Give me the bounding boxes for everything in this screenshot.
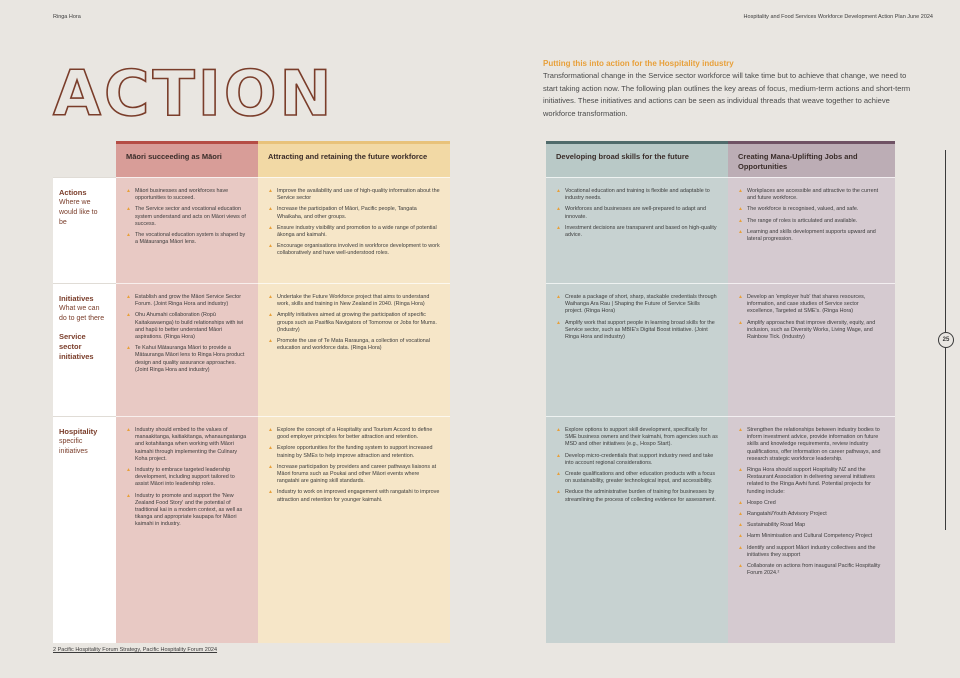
list-item-text: Industry should embed to the values of manaakitanga, kaitiakitanga, whanaungatanga and kotahitanga when working with Māori kaimahi through implementing the Culinary Koha project. xyxy=(134,427,247,462)
bullet-triangle-icon: ▲ xyxy=(556,224,561,231)
list-item-text: Harm Minimisation and Cultural Competency Project xyxy=(746,533,873,540)
bullet-triangle-icon: ▲ xyxy=(738,427,743,433)
column-heading: Creating Mana-Uplifting Jobs and Opportunities xyxy=(728,141,895,177)
list-item xyxy=(126,312,248,341)
list-item xyxy=(268,225,440,239)
bullet-triangle-icon: ▲ xyxy=(126,188,131,194)
list-item xyxy=(126,345,248,374)
row-subtitle: Where we would like to be xyxy=(59,199,98,226)
bullet-triangle-icon: ▲ xyxy=(126,427,131,433)
list-item-text: Learning and skills development supports upward and lateral progression. xyxy=(746,228,876,243)
list-item-text: Industry to embrace targeted leadership development, including support tailored to assist Māori into leadership roles. xyxy=(134,467,235,488)
bullet-triangle-icon: ▲ xyxy=(738,206,743,213)
list-item xyxy=(268,427,440,441)
list-item xyxy=(738,320,885,342)
bullet-triangle-icon: ▲ xyxy=(268,312,273,319)
left-table xyxy=(53,141,450,643)
list-item-text: Explore the concept of a Hospitality and Tourism Accord to define good employer principles for better attraction and retention. xyxy=(276,427,433,441)
bullet-triangle-icon: ▲ xyxy=(738,563,743,570)
list-item xyxy=(738,427,885,463)
row-header-hospitality xyxy=(53,416,116,643)
list-item xyxy=(738,563,885,577)
list-item-text: Amplify work that support people in learning broad skills for the Service sector, such as MBIE's Digital Boost initiative. (Joint Ringa Hora and industry) xyxy=(564,319,715,341)
list-item-text: Collaborate on actions from inaugural Pacific Hospitality Forum 2024.² xyxy=(746,563,881,577)
list-item xyxy=(126,467,248,489)
list-item xyxy=(738,206,885,213)
list-item-text: Māori businesses and workforces have opportunities to succeed. xyxy=(134,188,229,202)
list-item xyxy=(126,206,248,228)
list-item-text: Industry to work on improved engagement with rangatahi to improve attraction and retention for younger kaimahi. xyxy=(276,489,440,503)
bullet-triangle-icon: ▲ xyxy=(126,294,131,300)
list-item xyxy=(268,243,440,257)
list-item-text: Explore opportunities for the funding system to support increased training by SMEs to help improve attraction and retention. xyxy=(276,445,433,459)
list-item-text: Hospo Cred xyxy=(746,499,776,506)
list-item-text: The Service sector and vocational education system understand and acts on Māori views of success. xyxy=(134,206,246,227)
bullet-triangle-icon: ▲ xyxy=(268,463,273,470)
bullet-triangle-icon: ▲ xyxy=(268,206,273,213)
column-maori xyxy=(116,141,258,643)
table-cell xyxy=(116,416,258,643)
bullet-triangle-icon: ▲ xyxy=(556,319,561,326)
list-item xyxy=(556,206,718,220)
bullet-triangle-icon: ▲ xyxy=(556,206,561,213)
list-item-text: Rangatahi/Youth Advisory Project xyxy=(746,511,827,518)
bullet-triangle-icon: ▲ xyxy=(738,188,743,194)
column-heading: Māori succeeding as Māori xyxy=(116,141,258,177)
row-title: Initiatives xyxy=(59,294,94,303)
bullet-triangle-icon: ▲ xyxy=(738,499,743,506)
bullet-triangle-icon: ▲ xyxy=(738,511,743,518)
page-title: ACTION xyxy=(53,57,335,130)
page-number: 25 xyxy=(938,332,954,348)
list-item xyxy=(268,445,440,459)
list-item xyxy=(126,493,248,529)
list-item-text: Encourage organisations involved in workforce development to work collaboratively and have well-understood roles. xyxy=(276,243,440,257)
list-item-text: Develop micro-credentials that support industry need and take into account regional considerations. xyxy=(564,452,714,466)
list-item xyxy=(556,225,718,239)
list-item xyxy=(268,312,440,334)
bullet-triangle-icon: ▲ xyxy=(738,522,743,529)
list-item-text: Industry to promote and support the 'New Zealand Food Story' and the potential of traditional kai in a modern context, as well as tikanga and appropriate kaupapa for Māori kaimahi in industry. xyxy=(134,492,243,528)
list-item xyxy=(556,471,718,485)
list-item xyxy=(268,188,440,202)
list-item-text: The workforce is recognised, valued, and safe. xyxy=(746,206,859,213)
intro-section xyxy=(543,59,913,120)
list-item-text: Improve the availability and use of high-quality information about the Service sector xyxy=(276,188,440,202)
bullet-triangle-icon: ▲ xyxy=(126,492,131,499)
column-heading: Developing broad skills for the future xyxy=(546,141,728,177)
list-item xyxy=(738,533,885,540)
list-item-text: Explore options to support skill development, specifically for SME business owners and their kaimahi, from agencies such as MSD and other initiatives (e.g., Hospo Start). xyxy=(564,427,718,448)
list-item xyxy=(738,229,885,243)
list-item-text: Reduce the administrative burden of training for businesses by streamlining the process of collecting evidence for assessment. xyxy=(564,489,716,503)
bullet-triangle-icon: ▲ xyxy=(268,445,273,452)
bullet-triangle-icon: ▲ xyxy=(738,217,743,224)
table-cell xyxy=(728,283,895,416)
list-item xyxy=(268,206,440,220)
list-item-text: Create a package of short, sharp, stackable credentials through Waihanga Ara Rau | Shaping the Future of Service Skills project. (Ringa Hora) xyxy=(564,294,717,315)
list-item xyxy=(738,188,885,202)
bullet-triangle-icon: ▲ xyxy=(126,467,131,474)
list-item-text: Workplaces are accessible and attractive to the current and future workforce. xyxy=(746,188,879,202)
list-item xyxy=(556,294,718,316)
row-title-2: Service sector initiatives xyxy=(59,332,94,361)
list-item-text: Ringa Hora should support Hospitality NZ and the Restaurant Association in delivering several initiatives related to the Ringa Awhi fund. Potential projects for funding include: xyxy=(746,467,875,495)
row-subtitle: What we can do to get there xyxy=(59,305,105,322)
table-cell xyxy=(728,416,895,643)
list-item xyxy=(738,511,885,518)
bullet-triangle-icon: ▲ xyxy=(556,471,561,478)
bullet-triangle-icon: ▲ xyxy=(738,319,743,326)
list-item-text: Ohu Ahumahi collaboration (Ropū Kaitakawaenga) to build relationships with iwi and hapū to better understand Māori aspirations. (Ringa Hora) xyxy=(134,312,244,341)
list-item xyxy=(126,294,248,308)
list-item-text: Te Kahui Mātauranga Māori to provide a Mātauranga Māori lens to Ringa Hora product design and quality assurance approaches. (Joint Ringa Hora and industry) xyxy=(134,345,245,373)
list-item xyxy=(738,545,885,559)
bullet-triangle-icon: ▲ xyxy=(268,294,273,300)
table-cell xyxy=(546,416,728,643)
intro-heading: Putting this into action for the Hospitality industry xyxy=(543,59,734,68)
list-item-text: Increase the participation of Māori, Pacific people, Tangata Whaikaha, and other groups. xyxy=(276,206,417,220)
list-item-text: Establish and grow the Māori Service Sector Forum. (Joint Ringa Hora and industry) xyxy=(134,294,242,308)
list-item xyxy=(556,489,718,503)
bullet-triangle-icon: ▲ xyxy=(738,544,743,551)
list-item-text: Strengthen the relationships between industry bodies to inform investment advice, provide information on future skills and knowledge requirements, review industry qualifications, offer information on career pathways, and research strategic workforce leadership. xyxy=(746,427,881,462)
header-doc-title: Hospitality and Food Services Workforce Development Action Plan June 2024 xyxy=(743,14,933,20)
list-item-text: Undertake the Future Workforce project that aims to understand work, skills and training in New Zealand in 2040. (Ringa Hora) xyxy=(276,294,430,308)
table-cell xyxy=(546,177,728,283)
bullet-triangle-icon: ▲ xyxy=(126,232,131,239)
bullet-triangle-icon: ▲ xyxy=(556,452,561,459)
list-item-text: Promote the use of Te Mata Raraunga, a collection of vocational education and workforce data. (Ringa Hora) xyxy=(276,338,430,352)
bullet-triangle-icon: ▲ xyxy=(556,188,561,194)
table-cell xyxy=(728,177,895,283)
list-item-text: Create qualifications and other education products with a focus on sustainability, greater technological input, and accessibility. xyxy=(564,471,716,485)
list-item xyxy=(738,218,885,225)
row-header-initiatives xyxy=(53,283,116,416)
list-item-text: Vocational education and training is flexible and adaptable to industry needs. xyxy=(564,188,710,202)
list-item xyxy=(738,467,885,496)
bullet-triangle-icon: ▲ xyxy=(126,206,131,213)
bullet-triangle-icon: ▲ xyxy=(268,489,273,496)
list-item xyxy=(738,522,885,529)
list-item xyxy=(556,320,718,342)
bullet-triangle-icon: ▲ xyxy=(738,467,743,474)
row-title: Actions xyxy=(59,188,87,197)
bullet-triangle-icon: ▲ xyxy=(738,294,743,300)
list-item xyxy=(268,489,440,503)
row-subtitle: specific initiatives xyxy=(59,438,88,455)
list-item xyxy=(556,453,718,467)
table-cell xyxy=(116,283,258,416)
list-item-text: Sustainability Road Map xyxy=(746,522,806,529)
list-item-text: Workforces and businesses are well-prepared to adapt and innovate. xyxy=(564,206,706,220)
list-item-text: Amplify approaches that improve diversity, equity, and inclusion, such as Diversity Works, Living Wage, and Rainbow Tick. (Industry) xyxy=(746,319,876,341)
list-item xyxy=(126,232,248,246)
bullet-triangle-icon: ▲ xyxy=(268,224,273,231)
list-item-text: Identify and support Māori industry collectives and the initiatives they support xyxy=(746,544,876,558)
table-cell xyxy=(258,416,450,643)
table-cell xyxy=(258,283,450,416)
bullet-triangle-icon: ▲ xyxy=(556,294,561,300)
bullet-triangle-icon: ▲ xyxy=(268,427,273,433)
table-cell xyxy=(116,177,258,283)
bullet-triangle-icon: ▲ xyxy=(126,312,131,319)
list-item xyxy=(738,500,885,507)
bullet-triangle-icon: ▲ xyxy=(556,427,561,433)
row-header-actions xyxy=(53,177,116,283)
intro-body: Transformational change in the Service sector workforce will take time but to achieve that change, we need to start taking action now. The following plan outlines the key areas of focus, medium-term actions and short-term initiatives. These initiatives and actions can be seen as individual threads that weave together to achieve workforce transformation. xyxy=(543,71,911,118)
row-headers xyxy=(53,141,116,643)
column-heading: Attracting and retaining the future workforce xyxy=(258,141,450,177)
list-item-text: The vocational education system is shaped by a Mātauranga Māori lens. xyxy=(134,232,246,246)
footnote: 2 Pacific Hospitality Forum Strategy, Pacific Hospitality Forum 2024 xyxy=(53,647,218,653)
list-item xyxy=(738,294,885,316)
bullet-triangle-icon: ▲ xyxy=(126,345,131,352)
column-broad-skills xyxy=(546,141,728,643)
list-item-text: Ensure industry visibility and promotion to a wide range of potential ākonga and kaimahi. xyxy=(276,224,437,239)
column-mana-uplifting xyxy=(728,141,895,643)
bullet-triangle-icon: ▲ xyxy=(738,533,743,540)
table-cell xyxy=(546,283,728,416)
bullet-triangle-icon: ▲ xyxy=(268,188,273,194)
bullet-triangle-icon: ▲ xyxy=(268,243,273,250)
list-item-text: Amplify initiatives aimed at growing the participation of specific groups such as Pasifika Navigators of Tomorrow or Jobs for Mums. (Industry) xyxy=(276,312,437,333)
right-table xyxy=(546,141,895,643)
list-item xyxy=(268,294,440,308)
list-item-text: Develop an 'employer hub' that shares resources, information, and case studies of Service sector excellence, Targeted at SME's. (Ringa Hora) xyxy=(746,294,866,315)
list-item-text: The range of roles is articulated and available. xyxy=(746,217,858,224)
list-item xyxy=(556,427,718,449)
list-item xyxy=(126,188,248,202)
bullet-triangle-icon: ▲ xyxy=(268,338,273,345)
bullet-triangle-icon: ▲ xyxy=(738,228,743,235)
corner-spacer xyxy=(53,141,116,177)
table-cell xyxy=(258,177,450,283)
list-item xyxy=(268,464,440,486)
column-attracting xyxy=(258,141,450,643)
list-item xyxy=(268,338,440,352)
row-title: Hospitality xyxy=(59,427,98,436)
list-item-text: Increase participation by providers and career pathways liaisons at Māori forums such as Poukai and other Māori events where rangatahi are gaining skill standards. xyxy=(276,463,437,485)
header-org: Ringa Hora xyxy=(53,14,81,20)
bullet-triangle-icon: ▲ xyxy=(556,489,561,496)
list-item xyxy=(556,188,718,202)
list-item-text: Investment decisions are transparent and based on high-quality advice. xyxy=(564,224,717,239)
list-item xyxy=(126,427,248,463)
